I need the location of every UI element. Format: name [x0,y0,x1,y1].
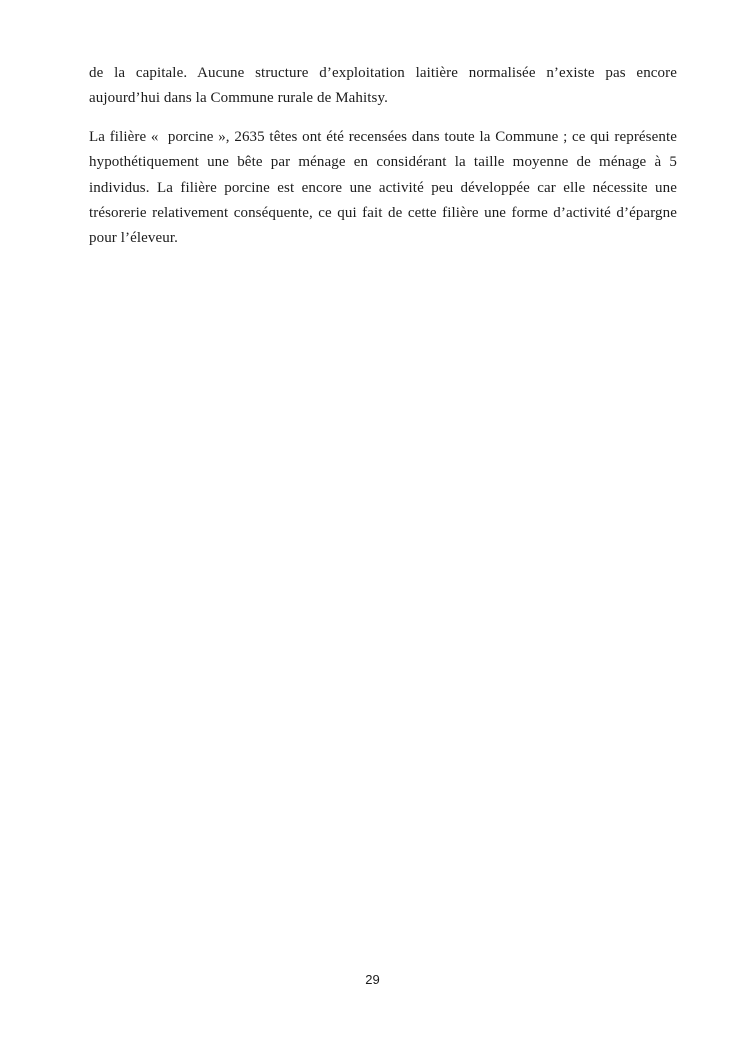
page-number: 29 [365,972,380,987]
text-block [89,61,681,252]
body-paragraph-2: La filière « porcine », 2635 têtes ont été recensées dans toute la Commune ; ce qui représente hypothétiquement une bête par ménage en considérant la taille moyenne de ménage à 5 individus. La filière porcine est encore une activité peu développée car elle nécessite une trésorerie relativement conséquente, ce qui fait de cette filière une forme d’activité d’épargne pour l’éleveur. [89,128,681,247]
body-paragraph-1: de la capitale. Aucune structure d’exploitation laitière normalisée n’existe pas encore aujourd’hui dans la Commune rurale de Mahitsy. [89,65,681,107]
